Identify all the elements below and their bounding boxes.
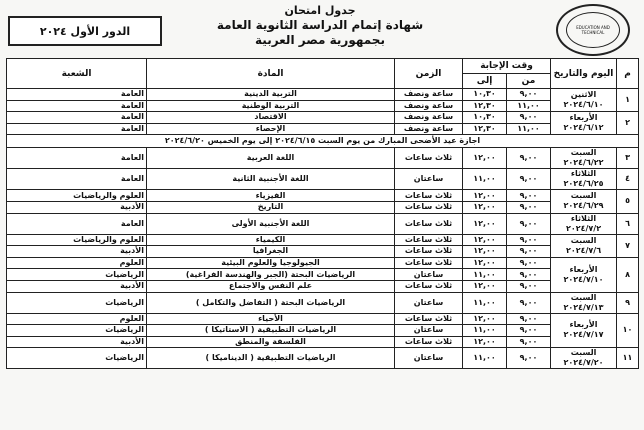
row-subject: الجغرافيا [147, 246, 395, 258]
row-num: ٥ [617, 190, 639, 213]
row-to: ١٢,٠٠ [463, 313, 507, 325]
table-row [7, 269, 639, 281]
table-row [7, 336, 639, 348]
row-subject: الإحصاء [147, 123, 395, 135]
round-label: الدور الأول ٢٠٢٤ [8, 16, 162, 46]
eagle-icon [566, 12, 620, 48]
row-to: ١٢,٣٠ [463, 100, 507, 112]
row-from: ٩,٠٠ [507, 169, 551, 190]
row-from: ٩,٠٠ [507, 257, 551, 269]
schedule-body [7, 89, 639, 369]
row-duration: ساعتان [395, 348, 463, 369]
table-row [7, 234, 639, 246]
row-duration: ثلاث ساعات [395, 313, 463, 325]
row-division: الرياضيات [7, 348, 147, 369]
row-to: ١٢,٣٠ [463, 123, 507, 135]
row-duration: ساعتان [395, 325, 463, 337]
row-day-date [551, 213, 617, 234]
row-from: ١١,٠٠ [507, 123, 551, 135]
table-row [7, 112, 639, 124]
row-day: الأربعاء [569, 113, 598, 123]
row-from: ١١,٠٠ [507, 100, 551, 112]
row-date: ٢٠٢٤/٦/١٢ [563, 123, 604, 133]
row-division: العلوم [7, 257, 147, 269]
row-num: ١ [617, 89, 639, 112]
row-subject: علم النفس والاجتماع [147, 280, 395, 292]
row-day: السبت [570, 148, 597, 158]
row-to: ١٢,٠٠ [463, 280, 507, 292]
row-to: ١٢,٠٠ [463, 201, 507, 213]
row-to: ١٢,٠٠ [463, 213, 507, 234]
title-line-1: جدول امتحان [284, 4, 356, 17]
row-from: ٩,٠٠ [507, 89, 551, 101]
row-subject: اللغة الأجنبية الأولى [147, 213, 395, 234]
row-subject: الرياضيات التطبيقية ( الديناميكا ) [147, 348, 395, 369]
table-row [7, 313, 639, 325]
row-to: ١٢,٠٠ [463, 257, 507, 269]
row-from: ٩,٠٠ [507, 190, 551, 202]
row-day: الأربعاء [569, 320, 598, 330]
row-subject: الرياضيات البحتة ( التفاضل والتكامل ) [147, 292, 395, 313]
row-division: العامة [7, 213, 147, 234]
row-date: ٢٠٢٤/٧/١٠ [563, 274, 604, 284]
row-day-date [551, 292, 617, 313]
row-subject: اللغة العربية [147, 148, 395, 169]
row-from: ٩,٠٠ [507, 148, 551, 169]
row-duration: ساعة ونصف [395, 89, 463, 101]
table-row [7, 325, 639, 337]
row-date: ٢٠٢٤/٧/١٧ [563, 330, 604, 340]
table-row [7, 190, 639, 202]
row-to: ١٢,٠٠ [463, 190, 507, 202]
row-duration: ثلاث ساعات [395, 336, 463, 348]
row-subject: الاقتصاد [147, 112, 395, 124]
row-day: الثلاثاء [570, 213, 597, 223]
row-date: ٢٠٢٤/٧/١٣ [563, 302, 604, 312]
row-day-date [551, 190, 617, 213]
col-answer-time: وقت الإجابة [463, 59, 551, 74]
row-day: الثلاثاء [570, 169, 597, 179]
table-row [7, 213, 639, 234]
row-subject: الرياضيات البحتة (الجبر والهندسة الفراغية) [147, 269, 395, 281]
row-division: العلوم والرياضيات [7, 190, 147, 202]
row-from: ٩,٠٠ [507, 325, 551, 337]
schedule-table [6, 58, 639, 369]
row-subject: التاريخ [147, 201, 395, 213]
ministry-logo [556, 4, 630, 56]
row-date: ٢٠٢٤/٧/٢ [565, 223, 602, 233]
row-from: ٩,٠٠ [507, 246, 551, 258]
row-day-date [551, 348, 617, 369]
col-day-date: اليوم والتاريخ [551, 59, 617, 89]
table-row [7, 89, 639, 101]
table-row [7, 123, 639, 135]
row-day-date [551, 313, 617, 348]
row-day-date [551, 148, 617, 169]
row-subject: الرياضيات التطبيقية ( الاستاتيكا ) [147, 325, 395, 337]
row-num: ٧ [617, 234, 639, 257]
row-division: العامة [7, 123, 147, 135]
col-to: إلى [463, 74, 507, 89]
row-day: الاثنين [570, 90, 597, 100]
row-duration: ثلاث ساعات [395, 201, 463, 213]
row-from: ٩,٠٠ [507, 348, 551, 369]
row-subject: التربية الدينية [147, 89, 395, 101]
row-from: ٩,٠٠ [507, 112, 551, 124]
row-to: ١١,٠٠ [463, 292, 507, 313]
row-day-date [551, 89, 617, 112]
table-row [7, 148, 639, 169]
row-day-date [551, 169, 617, 190]
row-subject: الجيولوجيا والعلوم البيئية [147, 257, 395, 269]
holiday-row [7, 135, 639, 148]
table-row [7, 257, 639, 269]
row-subject: اللغة الأجنبية الثانية [147, 169, 395, 190]
row-division: العامة [7, 89, 147, 101]
row-from: ٩,٠٠ [507, 269, 551, 281]
table-row [7, 246, 639, 258]
row-division: الأدبية [7, 246, 147, 258]
row-from: ٩,٠٠ [507, 234, 551, 246]
row-duration: ساعة ونصف [395, 123, 463, 135]
row-from: ٩,٠٠ [507, 313, 551, 325]
row-duration: ثلاث ساعات [395, 213, 463, 234]
table-row [7, 292, 639, 313]
row-day: السبت [570, 191, 597, 201]
logo-text: EDUCATION AND TECHNICAL [576, 25, 610, 35]
row-duration: ثلاث ساعات [395, 148, 463, 169]
row-num: ١٠ [617, 313, 639, 348]
table-row [7, 280, 639, 292]
col-division: الشعبة [7, 59, 147, 89]
row-to: ١١,٠٠ [463, 169, 507, 190]
col-subject: المادة [147, 59, 395, 89]
row-from: ٩,٠٠ [507, 201, 551, 213]
row-duration: ساعتان [395, 269, 463, 281]
row-duration: ثلاث ساعات [395, 257, 463, 269]
holiday-note: اجازة عيد الأضحى المبارك من يوم السبت ٢٠٢٤/٦/١٥ إلى يوم الخميس ٢٠٢٤/٦/٢٠ [7, 135, 639, 148]
col-num: م [617, 59, 639, 89]
row-subject: التربية الوطنية [147, 100, 395, 112]
row-num: ٢ [617, 112, 639, 135]
row-duration: ساعتان [395, 169, 463, 190]
row-date: ٢٠٢٤/٦/٢٢ [563, 158, 604, 168]
row-to: ١٢,٠٠ [463, 148, 507, 169]
row-num: ١١ [617, 348, 639, 369]
row-date: ٢٠٢٤/٧/٦ [565, 245, 602, 255]
row-day: السبت [570, 292, 597, 302]
row-to: ١١,٠٠ [463, 348, 507, 369]
row-num: ٤ [617, 169, 639, 190]
row-duration: ثلاث ساعات [395, 246, 463, 258]
row-to: ١٢,٠٠ [463, 234, 507, 246]
row-subject: الكيمياء [147, 234, 395, 246]
row-num: ٩ [617, 292, 639, 313]
row-division: الرياضيات [7, 325, 147, 337]
table-row [7, 169, 639, 190]
row-from: ٩,٠٠ [507, 336, 551, 348]
row-division: العلوم والرياضيات [7, 234, 147, 246]
row-duration: ثلاث ساعات [395, 280, 463, 292]
row-day-date [551, 234, 617, 257]
row-division: العلوم [7, 313, 147, 325]
row-from: ٩,٠٠ [507, 292, 551, 313]
row-subject: الفيزياء [147, 190, 395, 202]
title-line-3: بجمهورية مصر العربية [255, 33, 385, 47]
row-duration: ثلاث ساعات [395, 190, 463, 202]
row-to: ١١,٠٠ [463, 325, 507, 337]
row-day: السبت [570, 348, 597, 358]
table-row [7, 100, 639, 112]
row-to: ١٢,٠٠ [463, 246, 507, 258]
col-duration: الزمن [395, 59, 463, 89]
row-date: ٢٠٢٤/٦/١٠ [563, 100, 604, 110]
row-to: ١٠,٣٠ [463, 112, 507, 124]
row-to: ١١,٠٠ [463, 269, 507, 281]
row-day: السبت [570, 235, 597, 245]
row-num: ٦ [617, 213, 639, 234]
row-division: الرياضيات [7, 269, 147, 281]
row-date: ٢٠٢٤/٦/٢٩ [563, 201, 604, 211]
row-num: ٨ [617, 257, 639, 292]
row-division: الرياضيات [7, 292, 147, 313]
row-division: العامة [7, 169, 147, 190]
table-row [7, 201, 639, 213]
title-block [170, 4, 470, 47]
row-to: ١٢,٠٠ [463, 336, 507, 348]
row-duration: ساعة ونصف [395, 100, 463, 112]
row-duration: ساعة ونصف [395, 112, 463, 124]
row-duration: ثلاث ساعات [395, 234, 463, 246]
row-subject: الأحياء [147, 313, 395, 325]
title-line-2: شهادة إتمام الدراسة الثانوية العامة [216, 18, 424, 32]
row-from: ٩,٠٠ [507, 280, 551, 292]
row-division: العامة [7, 112, 147, 124]
row-division: العامة [7, 100, 147, 112]
row-division: الأدبية [7, 280, 147, 292]
row-day-date [551, 257, 617, 292]
col-from: من [507, 74, 551, 89]
row-duration: ساعتان [395, 292, 463, 313]
row-date: ٢٠٢٤/٧/٢٠ [563, 358, 604, 368]
table-row [7, 348, 639, 369]
row-day-date [551, 112, 617, 135]
row-from: ٩,٠٠ [507, 213, 551, 234]
row-to: ١٠,٣٠ [463, 89, 507, 101]
row-division: الأدبية [7, 336, 147, 348]
header [0, 0, 644, 56]
row-num: ٣ [617, 148, 639, 169]
row-date: ٢٠٢٤/٦/٢٥ [563, 179, 604, 189]
row-division: العامة [7, 148, 147, 169]
row-division: الأدبية [7, 201, 147, 213]
row-subject: الفلسفة والمنطق [147, 336, 395, 348]
row-day: الأربعاء [569, 264, 598, 274]
